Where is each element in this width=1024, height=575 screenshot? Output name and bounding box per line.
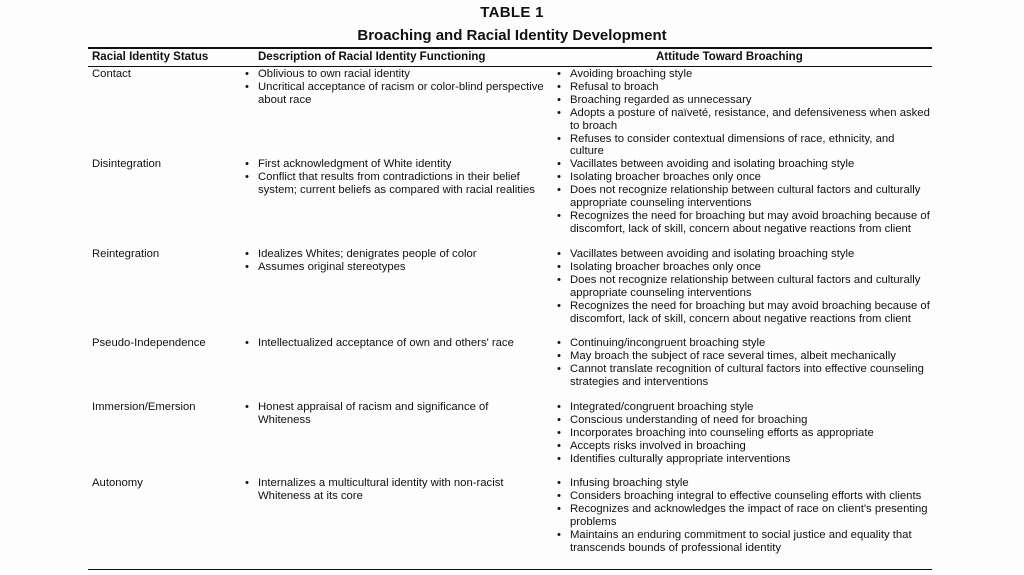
header-rule	[88, 66, 932, 67]
row-attitude	[556, 68, 930, 158]
list-item: • Recognizes and acknowledges the impact of race on client's presenting problems	[556, 503, 930, 529]
list-item: • Vacillates between avoiding and isolating broaching style	[556, 158, 930, 171]
list-item: • Idealizes Whites; denigrates people of color	[244, 248, 544, 261]
list-item: • Vacillates between avoiding and isolating broaching style	[556, 248, 930, 261]
list-item: • Integrated/congruent broaching style	[556, 401, 930, 414]
list-item: • Refuses to consider contextual dimensions of race, ethnicity, and culture	[556, 133, 930, 159]
row-status: Disintegration	[92, 158, 162, 170]
row-status: Pseudo-Independence	[92, 337, 206, 349]
header-attitude: Attitude Toward Broaching	[656, 51, 803, 63]
list-item: • First acknowledgment of White identity	[244, 158, 544, 171]
row-attitude	[556, 401, 930, 466]
list-item: • Cannot translate recognition of cultural factors into effective counseling strategies and interventions	[556, 363, 930, 389]
list-item: • Internalizes a multicultural identity with non-racist Whiteness at its core	[244, 477, 544, 503]
row-status: Autonomy	[92, 477, 143, 489]
row-description	[244, 158, 544, 197]
list-item: • Honest appraisal of racism and significance of Whiteness	[244, 401, 544, 427]
list-item: • Intellectualized acceptance of own and others' race	[244, 337, 544, 350]
list-item: • Recognizes the need for broaching but may avoid broaching because of discomfort, lack of skill, concern about negative reactions from client	[556, 300, 930, 326]
list-item: • Conflict that results from contradictions in their belief system; current beliefs as compared with racial realities	[244, 171, 544, 197]
list-item: • Avoiding broaching style	[556, 68, 930, 81]
list-item: • Isolating broacher broaches only once	[556, 261, 930, 274]
row-attitude	[556, 337, 930, 389]
row-description	[244, 401, 544, 427]
list-item: • Isolating broacher broaches only once	[556, 171, 930, 184]
list-item: • Infusing broaching style	[556, 477, 930, 490]
table-title: Broaching and Racial Identity Development	[357, 27, 667, 44]
list-item: • Accepts risks involved in broaching	[556, 440, 930, 453]
list-item: • Uncritical acceptance of racism or color-blind perspective about race	[244, 81, 544, 107]
list-item: • Conscious understanding of need for broaching	[556, 414, 930, 427]
row-status: Contact	[92, 68, 131, 80]
bottom-rule	[88, 569, 932, 570]
list-item: • Maintains an enduring commitment to social justice and equality that transcends bounds of professional identity	[556, 529, 930, 555]
row-description	[244, 248, 544, 274]
table-number: TABLE 1	[480, 4, 544, 21]
list-item: • Continuing/incongruent broaching style	[556, 337, 930, 350]
row-status: Reintegration	[92, 248, 160, 260]
row-attitude	[556, 158, 930, 235]
list-item: • Identifies culturally appropriate interventions	[556, 453, 930, 466]
list-item: • Considers broaching integral to effective counseling efforts with clients	[556, 490, 930, 503]
list-item: • May broach the subject of race several times, albeit mechanically	[556, 350, 930, 363]
header-status: Racial Identity Status	[92, 51, 209, 63]
row-description	[244, 68, 544, 107]
list-item: • Broaching regarded as unnecessary	[556, 94, 930, 107]
row-status: Immersion/Emersion	[92, 401, 196, 413]
list-item: • Incorporates broaching into counseling efforts as appropriate	[556, 427, 930, 440]
row-description	[244, 477, 544, 503]
list-item: • Recognizes the need for broaching but may avoid broaching because of discomfort, lack of skill, concern about negative reactions from client	[556, 210, 930, 236]
list-item: • Assumes original stereotypes	[244, 261, 544, 274]
row-attitude	[556, 477, 930, 554]
list-item: • Oblivious to own racial identity	[244, 68, 544, 81]
row-description	[244, 337, 544, 350]
header-description: Description of Racial Identity Functioning	[258, 51, 486, 63]
list-item: • Does not recognize relationship between cultural factors and culturally appropriate counseling interventions	[556, 274, 930, 300]
row-attitude	[556, 248, 930, 325]
list-item: • Does not recognize relationship between cultural factors and culturally appropriate counseling interventions	[556, 184, 930, 210]
list-item: • Adopts a posture of naïveté, resistance, and defensiveness when asked to broach	[556, 107, 930, 133]
list-item: • Refusal to broach	[556, 81, 930, 94]
top-rule	[88, 47, 932, 49]
